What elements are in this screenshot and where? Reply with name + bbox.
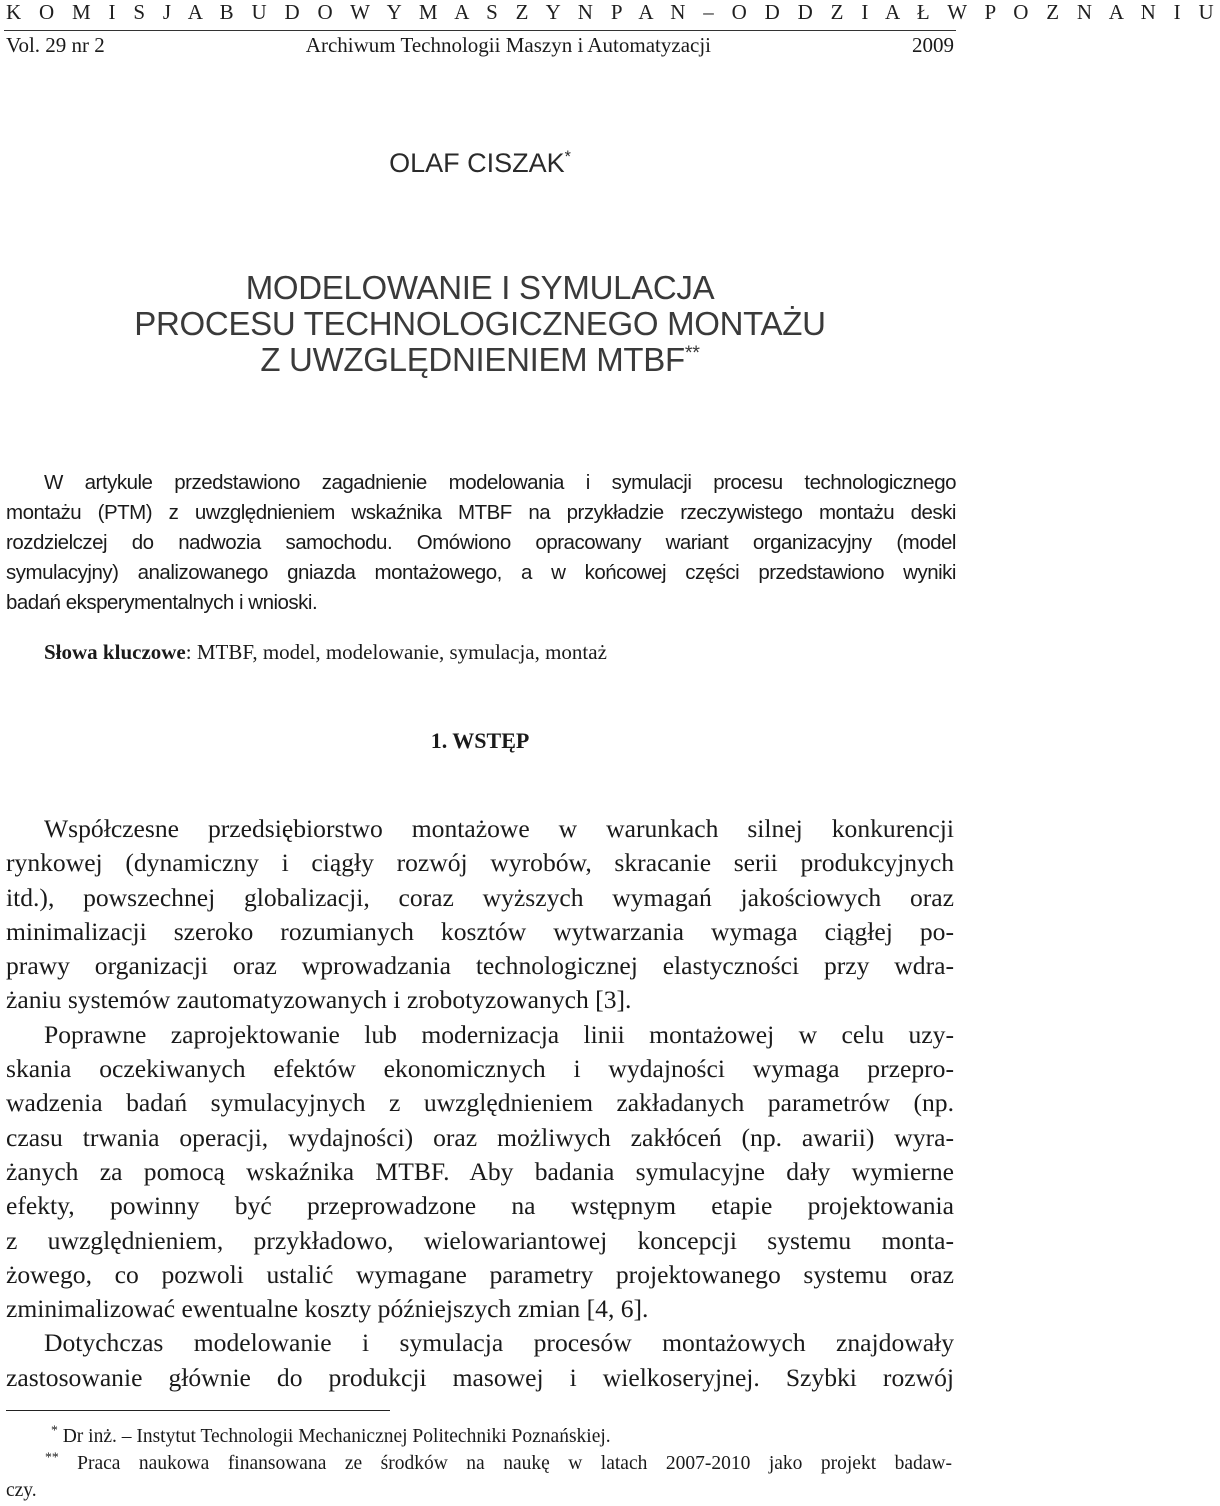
title-line-1: MODELOWANIE I SYMULACJA (245, 269, 715, 306)
body-text (6, 812, 954, 1395)
footnote-2-continuation: czy. (6, 1480, 37, 1501)
body-line: minimalizacji szeroko rozumianych kosztów wytwarzania wymaga ciągłej po- (6, 916, 954, 946)
author-name-text: OLAF CISZAK (389, 148, 565, 178)
body-line: Poprawne zaprojektowanie lub modernizacja linii montażowej w celu uzy- (44, 1019, 954, 1049)
body-line: zastosowanie głównie do produkcji masowej i wielkoseryjnej. Szybki rozwój (6, 1362, 954, 1392)
body-line: itd.), powszechnej globalizacji, coraz wyższych wymagań jakościowych oraz (6, 882, 954, 912)
footnote-2 (6, 1449, 952, 1475)
body-line: rynkowej (dynamiczny i ciągły rozwój wyrobów, skracanie serii produkcyjnych (6, 848, 954, 878)
title-footnote-mark: ** (684, 342, 700, 364)
keywords-label: Słowa kluczowe (44, 640, 186, 664)
body-line: żaniu systemów zautomatyzowanych i zrobotyzowanych [3]. (6, 985, 632, 1015)
footnote-1-mark: * (51, 1422, 58, 1438)
abstract-line: montażu (PTM) z uwzględnieniem wskaźnika MTBF na przykładzie rzeczywistego montażu deski (6, 501, 956, 524)
body-line: prawy organizacji oraz wprowadzania technologicznej elastyczności przy wdra- (6, 951, 954, 981)
abstract-line: rozdzielczej do nadwozia samochodu. Omówiono opracowany wariant organizacyjny (model (6, 531, 956, 554)
volume-label: Vol. 29 nr 2 (6, 33, 105, 57)
body-line: z uwzględnieniem, przykładowo, wielowariantowej koncepcji systemu monta- (6, 1225, 954, 1255)
body-line: czasu trwania operacji, wydajności) oraz możliwych zakłóceń (np. awarii) wyra- (6, 1122, 954, 1152)
year-label: 2009 (912, 33, 954, 57)
keywords (44, 640, 607, 665)
body-line: wadzenia badań symulacyjnych z uwzględnieniem zakładanych parametrów (np. (6, 1088, 954, 1118)
journal-name: Archiwum Technologii Maszyn i Automatyzacji (305, 33, 712, 57)
journal-header-line (6, 33, 954, 61)
body-line: efekty, powinny być przeprowadzone na wstępnym etapie projektowania (6, 1191, 954, 1221)
journal-organization-header: K O M I S J A B U D O W Y M A S Z Y N P A N – O D D Z I A Ł W P O Z N A N I U (6, 0, 1220, 24)
author-footnote-mark: * (564, 148, 571, 166)
body-line: skania oczekiwanych efektów ekonomicznych i wydajności wymaga przepro- (6, 1054, 954, 1084)
section-heading: 1. WSTĘP (430, 728, 530, 753)
body-line: Dotychczas modelowanie i symulacja procesów montażowych znajdowały (44, 1328, 954, 1358)
body-line: zminimalizować ewentualne koszty późniejszych zmian [4, 6]. (6, 1294, 649, 1324)
abstract-line: W artykule przedstawiono zagadnienie modelowania i symulacji procesu technologicznego (44, 471, 956, 494)
author-name (0, 148, 960, 179)
header-divider (4, 30, 956, 31)
footnote-2-text: Praca naukowa finansowana ze środków na naukę w latach 2007-2010 jako projekt badaw- (77, 1453, 952, 1474)
abstract (6, 468, 956, 618)
body-line: żowego, co pozwoli ustalić wymagane parametry projektowanego systemu oraz (6, 1259, 954, 1289)
keywords-text: : MTBF, model, modelowanie, symulacja, montaż (185, 640, 607, 664)
abstract-line: badań eksperymentalnych i wnioski. (6, 591, 318, 614)
abstract-line: symulacyjny) analizowanego gniazda montażowego, a w końcowej części przedstawiono wyniki (6, 561, 956, 584)
footnote-divider (6, 1410, 390, 1411)
body-line: żanych za pomocą wskaźnika MTBF. Aby badania symulacyjne dały wymierne (6, 1156, 954, 1186)
footnote-1 (6, 1422, 952, 1448)
title-line-3 (0, 342, 960, 378)
footnote-2-mark: ** (45, 1449, 59, 1465)
paper-title (0, 270, 960, 378)
title-line-3-text: Z UWZGLĘDNIENIEM MTBF (260, 341, 685, 378)
title-line-2: PROCESU TECHNOLOGICZNEGO MONTAŻU (134, 305, 826, 342)
body-line: Współczesne przedsiębiorstwo montażowe w warunkach silnej konkurencji (44, 814, 954, 843)
footnote-1-text: Dr inż. – Instytut Technologii Mechanicznej Politechniki Poznańskiej. (62, 1426, 611, 1447)
